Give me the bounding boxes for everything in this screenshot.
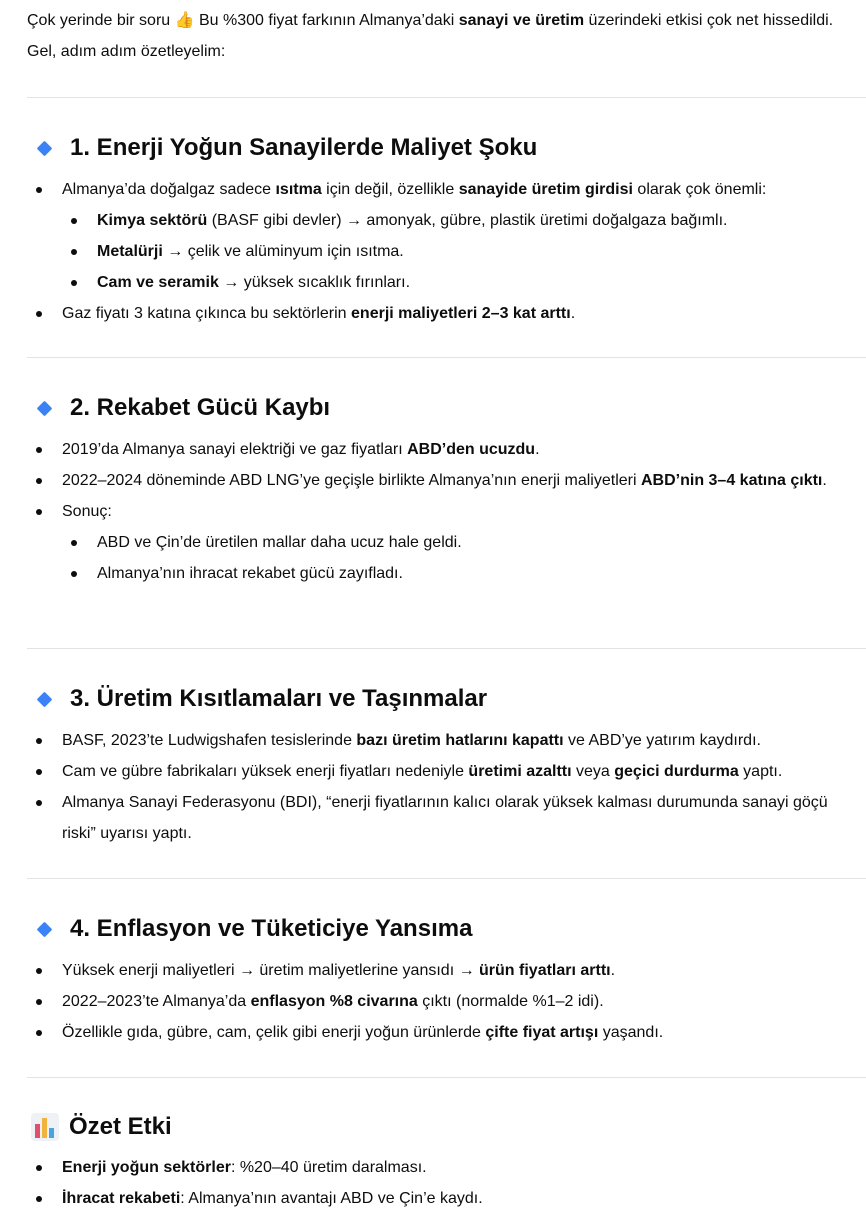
bullet-list — [27, 725, 863, 849]
section-heading — [27, 1111, 863, 1143]
list-item: Gaz fiyatı 3 katına çıkınca bu sektörlerin enerji maliyetleri 2–3 kat arttı. — [27, 298, 863, 329]
section-summary — [27, 1111, 863, 1214]
divider — [27, 648, 866, 649]
section-heading — [27, 392, 863, 424]
sub-list — [62, 527, 863, 589]
bar-chart-icon — [31, 1113, 59, 1141]
section-title: 3. Üretim Kısıtlamaları ve Taşınmalar — [70, 685, 488, 712]
list-item: Almanya’nın ihracat rekabet gücü zayıfladı. — [62, 558, 863, 589]
blue-diamond-icon — [37, 921, 53, 937]
section-heading — [27, 913, 863, 945]
divider — [27, 97, 866, 98]
intro-bold: sanayi ve üretim — [458, 12, 585, 29]
bullet-list — [27, 174, 863, 329]
section-heading — [27, 683, 863, 715]
list-item: Almanya Sanayi Federasyonu (BDI), “enerji fiyatlarının kalıcı olarak yüksek kalması durumunda sanayi göçü riski” uyarısı yaptı. — [27, 787, 863, 849]
section-heading — [27, 132, 863, 164]
list-item: Kimya sektörü (BASF gibi devler) → amonyak, gübre, plastik üretimi doğalgaza bağımlı. — [62, 205, 863, 236]
bullet-list — [27, 1152, 863, 1214]
section-title: Özet Etki — [69, 1113, 172, 1140]
thumbs-up-icon: 👍 — [174, 12, 195, 29]
list-item: 2022–2023’te Almanya’da enflasyon %8 civarına çıktı (normalde %1–2 idi). — [27, 986, 863, 1017]
list-item: ABD ve Çin’de üretilen mallar daha ucuz hale geldi. — [62, 527, 863, 558]
list-item: BASF, 2023’te Ludwigshafen tesislerinde bazı üretim hatlarını kapattı ve ABD’ye yatırım kaydırdı. — [27, 725, 863, 756]
blue-diamond-icon — [37, 140, 53, 156]
intro-text: üzerindeki etkisi çok net hissedildi. Gel, adım adım özetleyelim: — [27, 12, 834, 60]
sub-list — [62, 205, 863, 298]
section-title: 4. Enflasyon ve Tüketiciye Yansıma — [70, 915, 473, 942]
section-title: 2. Rekabet Gücü Kaybı — [70, 394, 331, 421]
divider — [27, 1077, 866, 1078]
blue-diamond-icon — [37, 691, 53, 707]
section-competitiveness-loss — [27, 392, 863, 589]
list-item: 2019’da Almanya sanayi elektriği ve gaz fiyatları ABD’den ucuzdu. — [27, 434, 863, 465]
section-inflation — [27, 913, 863, 1048]
section-production-restrictions — [27, 683, 863, 849]
blue-diamond-icon — [37, 400, 53, 416]
section-title: 1. Enerji Yoğun Sanayilerde Maliyet Şoku — [70, 134, 538, 161]
list-item: Enerji yoğun sektörler: %20–40 üretim daralması. — [27, 1152, 863, 1183]
divider — [27, 878, 866, 879]
message-body — [27, 0, 863, 67]
list-item: Cam ve gübre fabrikaları yüksek enerji fiyatları nedeniyle üretimi azalttı veya geçici durdurma yaptı. — [27, 756, 863, 787]
intro-text: Çok yerinde bir soru — [27, 12, 175, 29]
list-item: Almanya’da doğalgaz sadece ısıtma için değil, özellikle sanayide üretim girdisi olarak çok önemli: Kimya sektörü (BASF gibi devler) → amonyak, gübre, plastik üretimi doğalgaza bağımlı. Metalürji → çelik ve alüminyum için ısıtma. Cam ve seramik → yüksek sıcaklık fırınları. — [27, 174, 863, 298]
divider — [27, 357, 866, 358]
bullet-list — [27, 955, 863, 1048]
bullet-list — [27, 434, 863, 589]
list-item: Metalürji → çelik ve alüminyum için ısıtma. — [62, 236, 863, 267]
list-item: 2022–2024 döneminde ABD LNG’ye geçişle birlikte Almanya’nın enerji maliyetleri ABD’nin 3–4 katına çıktı. — [27, 465, 863, 496]
section-energy-cost-shock — [27, 132, 863, 329]
list-item: Özellikle gıda, gübre, cam, çelik gibi enerji yoğun ürünlerde çifte fiyat artışı yaşandı. — [27, 1017, 863, 1048]
list-item: Yüksek enerji maliyetleri → üretim maliyetlerine yansıdı → ürün fiyatları arttı. — [27, 955, 863, 986]
list-item: Sonuç: ABD ve Çin’de üretilen mallar daha ucuz hale geldi. Almanya’nın ihracat rekabet gücü zayıfladı. — [27, 496, 863, 589]
list-item: Cam ve seramik → yüksek sıcaklık fırınları. — [62, 267, 863, 298]
intro-paragraph — [27, 5, 847, 67]
intro-text: Bu %300 fiyat farkının Almanya’daki — [194, 12, 459, 29]
list-item: İhracat rekabeti: Almanya’nın avantajı ABD ve Çin’e kaydı. — [27, 1183, 863, 1214]
